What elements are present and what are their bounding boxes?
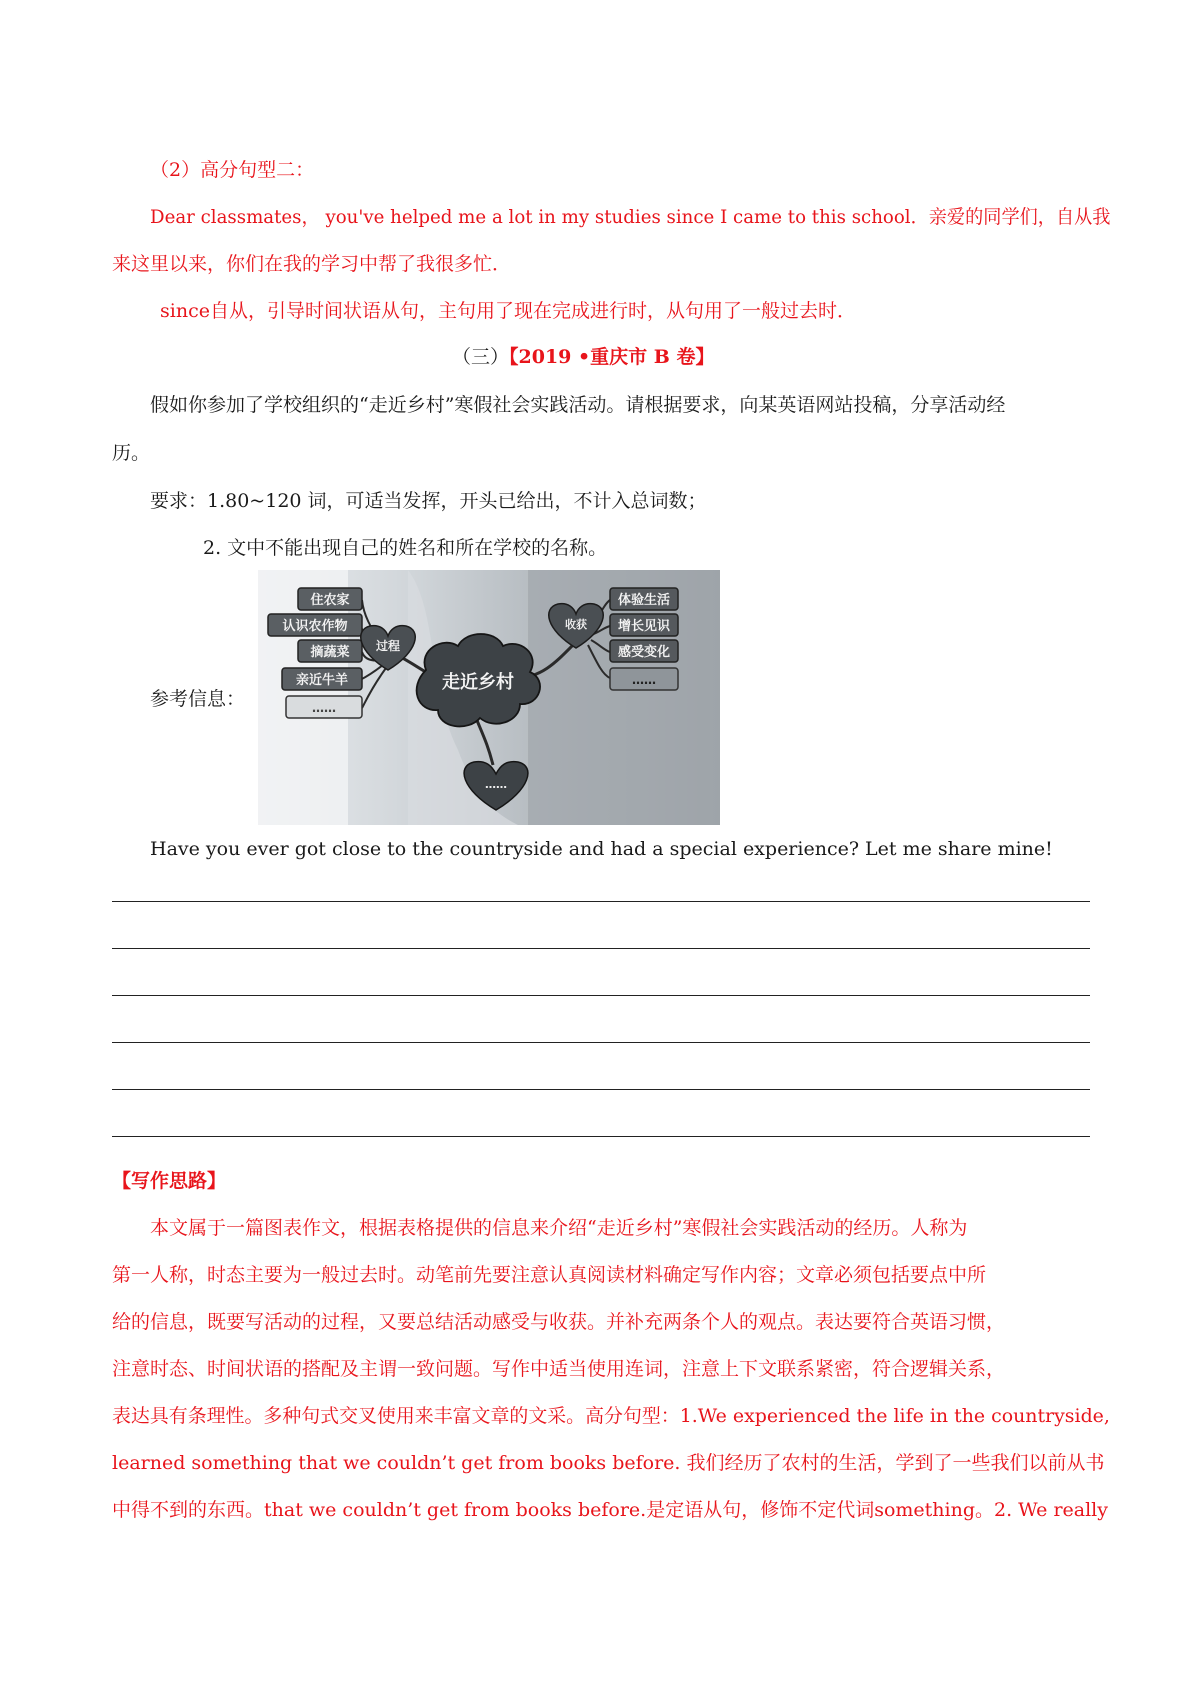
high-score-2-sentence-line2: 来这里以来，你们在我的学习中帮了我很多忙．: [112, 253, 512, 275]
answer-line: [112, 901, 1090, 902]
left-item-5: [286, 696, 362, 718]
reference-label: 参考信息：: [150, 688, 246, 710]
left-item-1: [298, 588, 362, 610]
right-item-2-label: 增长见识: [617, 619, 671, 634]
prompt-line1: 假如你参加了学校组织的“走近乡村”寒假社会实践活动。请根据要求，向某英语网站投稿，分享活动经: [150, 394, 1006, 416]
right-item-4: [610, 668, 678, 690]
left-item-3-label: 摘蔬菜: [310, 645, 350, 660]
part3-title: [452, 344, 714, 370]
right-hub-label: 收获: [565, 618, 587, 631]
left-hub-label: 过程: [375, 639, 401, 653]
left-item-2: [268, 614, 362, 636]
writing-idea-line-5: 表达具有条理性。多种句式交叉使用来丰富文章的文采。高分句型：1.We experienced the life in the countryside,: [112, 1405, 1110, 1427]
writing-idea-line-2: 第一人称，时态主要为一般过去时。动笔前先要注意认真阅读材料确定写作内容；文章必须包括要点中所: [112, 1264, 987, 1286]
part3-number: （三）: [452, 346, 510, 368]
answer-line: [112, 1136, 1090, 1137]
right-item-3-label: 感受变化: [617, 645, 671, 660]
left-item-4-label: 亲近牛羊: [295, 673, 349, 688]
answer-line: [112, 1089, 1090, 1090]
requirement-1: 要求：1.80~120 词，可适当发挥，开头已给出，不计入总词数；: [150, 490, 707, 512]
writing-idea-line-6: learned something that we couldn’t get from books before. 我们经历了农村的生活，学到了一些我们以前从书: [112, 1452, 1105, 1474]
writing-idea-line-7: 中得不到的东西。that we couldn’t get from books before.是定语从句，修饰不定代词something。2. We really: [112, 1499, 1108, 1521]
left-item-5-label: ……: [312, 701, 336, 715]
bottom-label: ……: [485, 778, 507, 791]
prompt-line2: 历。: [112, 442, 151, 464]
mindmap-photo: [258, 570, 720, 825]
requirement-2: 2. 文中不能出现自己的姓名和所在学校的名称。: [203, 537, 608, 559]
left-item-1-label: 住农家: [310, 593, 350, 608]
left-item-4: [282, 668, 362, 690]
right-item-1-label: 体验生活: [617, 593, 671, 608]
high-score-2-heading: （2）高分句型二：: [150, 159, 315, 181]
answer-line: [112, 948, 1090, 949]
right-item-2: [610, 614, 678, 636]
left-item-3: [298, 640, 362, 662]
writing-idea-line-3: 给的信息，既要写活动的过程，又要总结活动感受与收获。并补充两条个人的观点。表达要符合英语习惯，: [112, 1311, 1006, 1333]
right-item-1: [610, 588, 678, 610]
part3-source: 【2019 •重庆市 B 卷】: [509, 346, 715, 368]
center-label: 走近乡村: [442, 672, 514, 693]
writing-idea-heading: 【写作思路】: [112, 1170, 227, 1192]
answer-line: [112, 995, 1090, 996]
opening-sentence: Have you ever got close to the countryside and had a special experience? Let me share mine!: [150, 838, 1053, 860]
writing-idea-line-4: 注意时态、时间状语的搭配及主谓一致问题。写作中适当使用连词，注意上下文联系紧密，符合逻辑关系，: [112, 1358, 1006, 1380]
right-item-3: [610, 640, 678, 662]
right-item-4-label: ……: [632, 673, 656, 687]
writing-idea-line-1: 本文属于一篇图表作文，根据表格提供的信息来介绍“走近乡村”寒假社会实践活动的经历。人称为: [150, 1217, 968, 1239]
high-score-2-sentence-line1: Dear classmates， you've helped me a lot in my studies since I came to this school．亲爱的同学们，自从我: [150, 206, 1111, 228]
high-score-2-note: since自从，引导时间状语从句，主句用了现在完成进行时，从句用了一般过去时．: [160, 300, 856, 322]
answer-line: [112, 1042, 1090, 1043]
left-item-2-label: 认识农作物: [282, 619, 348, 634]
